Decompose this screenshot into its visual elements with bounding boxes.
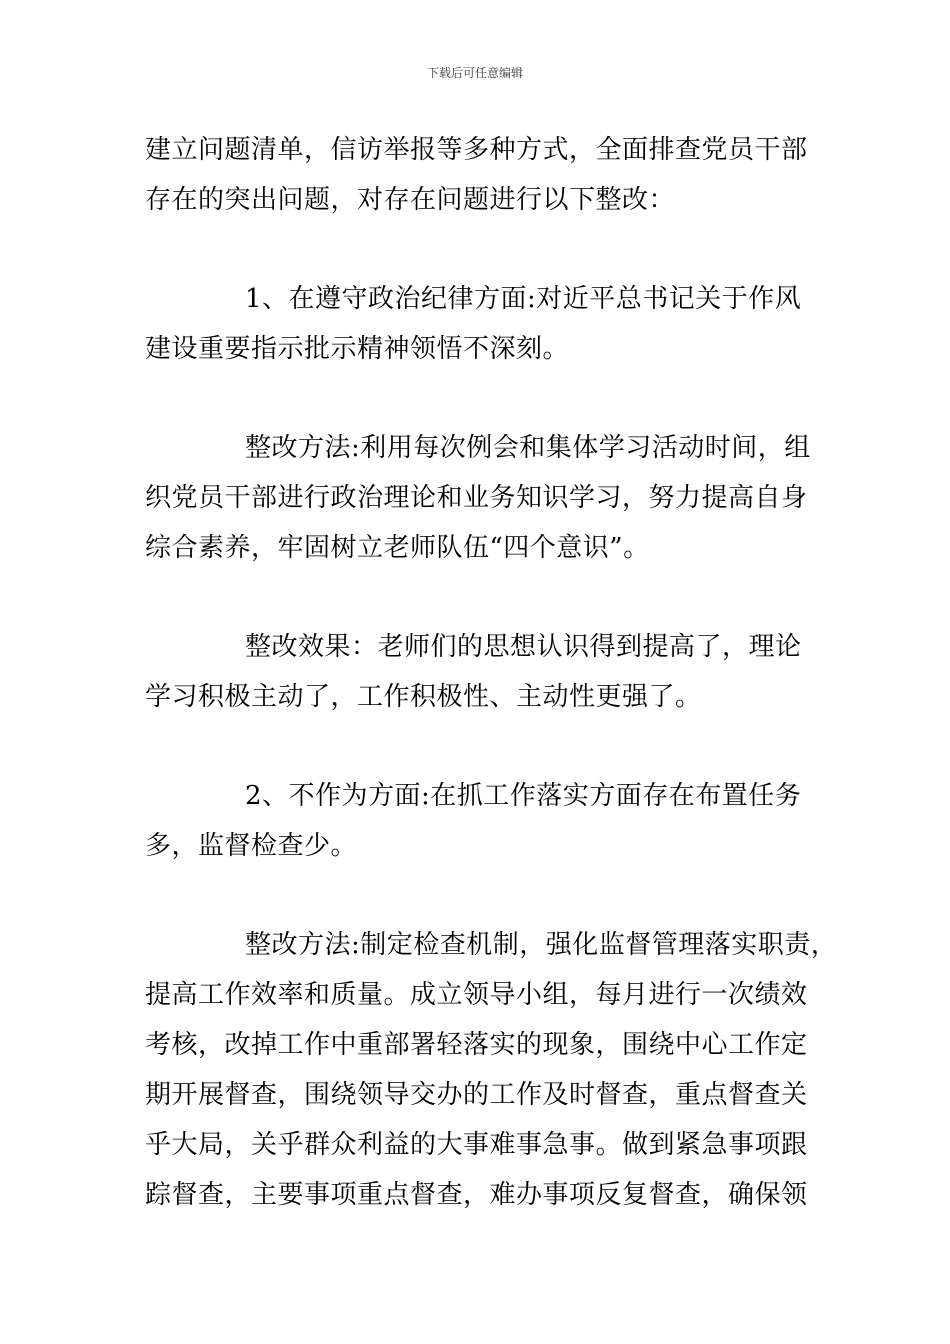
page-header: 下载后可任意编辑 (426, 66, 523, 80)
text-line: 提高工作效率和质量。成立领导小组，每月进行一次绩效 (145, 980, 808, 1010)
text-line: 乎大局，关乎群众利益的大事难事急事。做到紧急事项跟 (145, 1130, 808, 1160)
text-line: 织党员干部进行政治理论和业务知识学习，努力提高自身 (145, 483, 808, 513)
text-line: 期开展督查，围绕领导交办的工作及时督查，重点督查关 (145, 1080, 808, 1110)
text-line: 整改效果：老师们的思想认识得到提高了，理论 (245, 632, 802, 662)
text-line: 整改方法:制定检查机制，强化监督管理落实职责， (245, 930, 838, 960)
text-line: 考核，改掉工作中重部署轻落实的现象，围绕中心工作定 (145, 1030, 808, 1060)
text-line: 踪督查，主要事项重点督查，难办事项反复督查，确保领 (145, 1180, 808, 1210)
text-line: 1、在遵守政治纪律方面:对近平总书记关于作风 (245, 284, 802, 314)
text-line: 建立问题清单，信访举报等多种方式，全面排查党员干部 (145, 135, 808, 165)
text-line: 整改方法:利用每次例会和集体学习活动时间，组 (245, 433, 811, 463)
text-line: 多，监督检查少。 (145, 831, 358, 861)
text-line: 综合素养，牢固树立老师队伍“四个意识”。 (145, 533, 650, 563)
text-line: 建设重要指示批示精神领悟不深刻。 (145, 334, 570, 364)
text-line: 学习积极主动了，工作积极性、主动性更强了。 (145, 682, 702, 712)
text-line: 存在的突出问题，对存在问题进行以下整改： (145, 185, 676, 215)
text-line: 2、不作为方面:在抓工作落实方面存在布置任务 (245, 781, 802, 811)
